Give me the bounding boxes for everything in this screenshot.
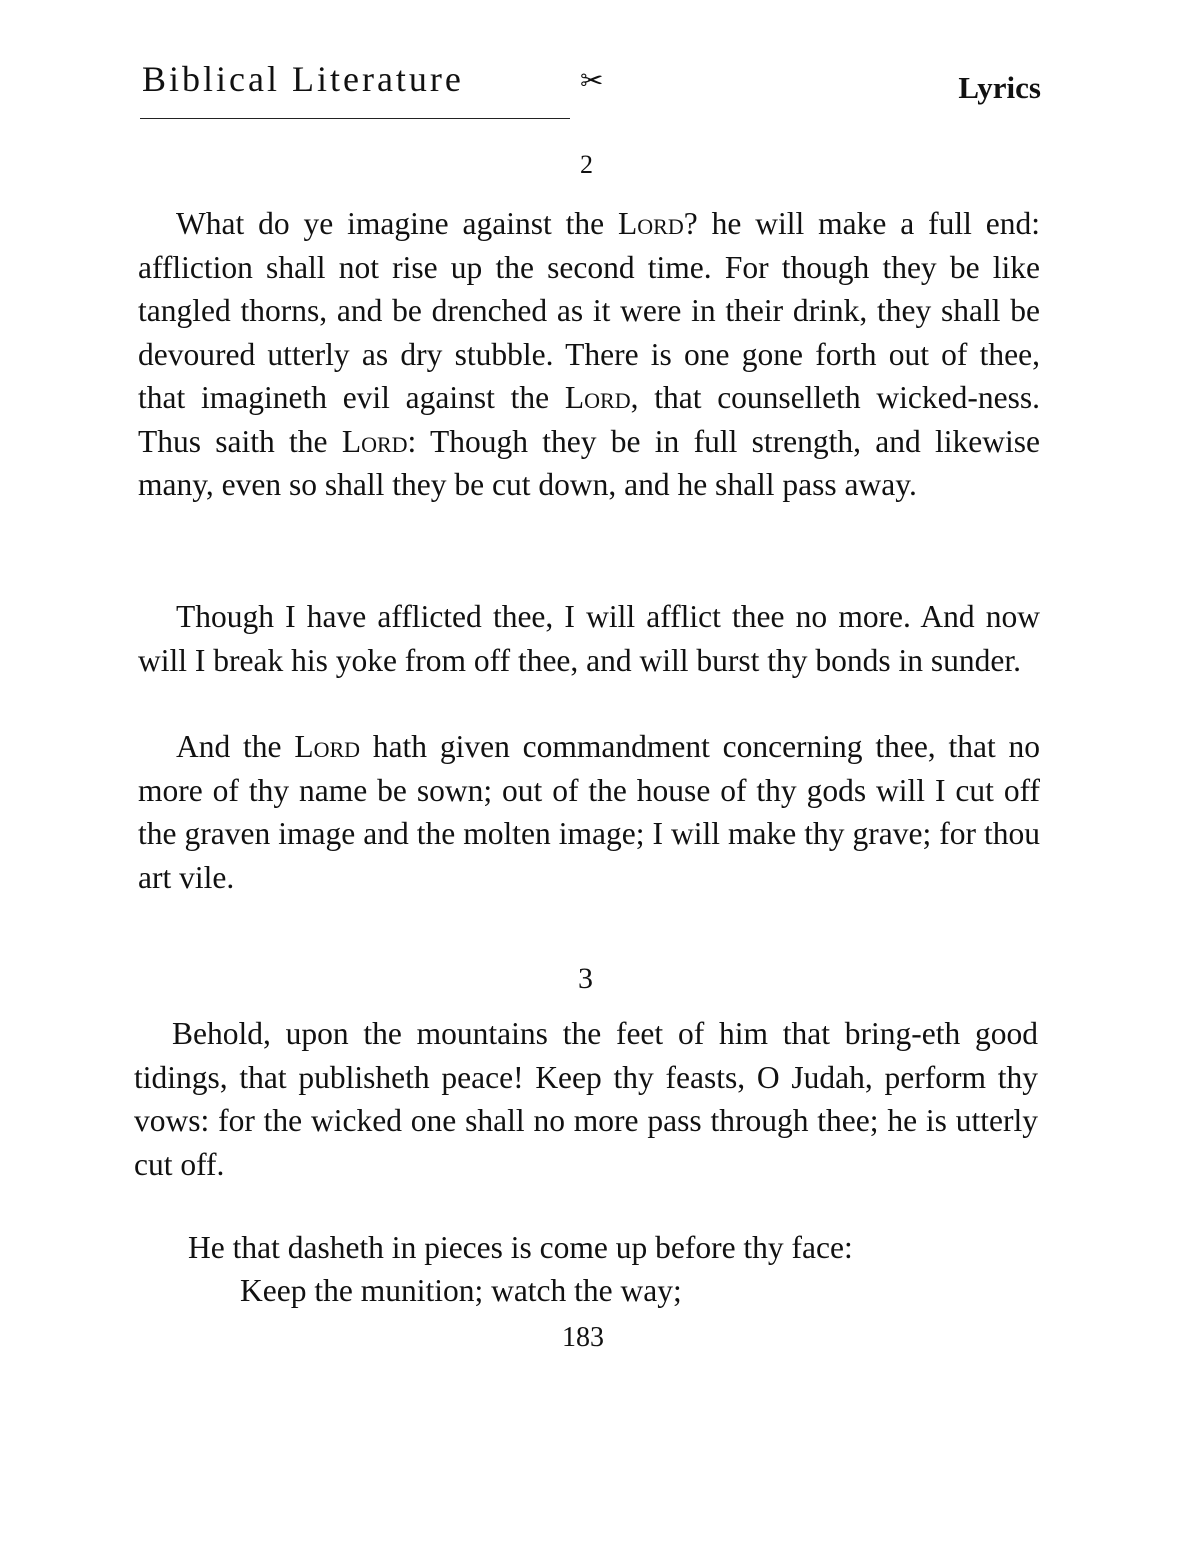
divine-name: Lord <box>618 206 684 241</box>
paragraph-1 <box>138 202 1040 507</box>
verse-line: Keep the munition; watch the way; <box>240 1273 682 1308</box>
text-run: What do ye imagine against the <box>176 206 619 241</box>
paragraph-4: Behold, upon the mountains the feet of him that bring-eth good tidings, that publisheth peace! Keep thy feasts, O Judah, perform thy vows: for the wicked one shall no more pass through thee; he is utterly cut off. <box>134 1016 1038 1182</box>
running-title: Biblical Literature <box>142 59 464 99</box>
section-number-3: 3 <box>578 962 593 995</box>
section-label: Lyrics <box>958 70 1041 105</box>
page-number: 183 <box>562 1322 604 1353</box>
paragraph-3 <box>138 725 1040 899</box>
verse-line: He that dasheth in pieces is come up before thy face: <box>188 1230 853 1265</box>
section-number-2: 2 <box>580 150 593 179</box>
fleuron-ornament-icon: ✂ <box>580 66 604 97</box>
text-run: And the <box>176 729 295 764</box>
divine-name: Lord <box>564 380 631 415</box>
running-head <box>140 58 570 119</box>
divine-name: Lord <box>341 423 408 459</box>
text-run: ? he will make a full end: affliction shall not rise up the second time. For though they be like tangled thorns, and be drenched as it were in their drink, they shall be devoured utterly as dry stubble. There is one gone forth out of thee, that imagineth evil against the <box>138 206 1040 415</box>
text-run: : Though they be in full strength, and likewise many, even so shall they be cut down, and he shall pass away. <box>138 423 1040 502</box>
paragraph-2: Though I have afflicted thee, I will afflict thee no more. And now will I break his yoke from off thee, and will burst thy bonds in sunder. <box>138 599 1040 678</box>
text-run: hath given commandment concerning thee, that no more of thy name be sown; out of the house of thy gods will I cut off the graven image and the molten image; I will make thy grave; for thou art vile. <box>138 729 1040 895</box>
text-run: , that counselleth wicked-ness. Thus saith the <box>138 380 1040 459</box>
divine-name: Lord <box>294 729 361 764</box>
